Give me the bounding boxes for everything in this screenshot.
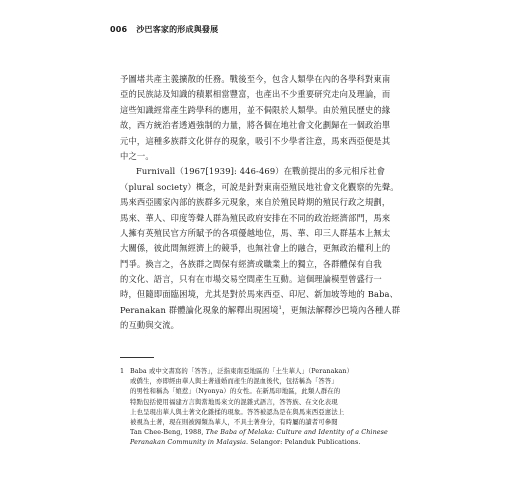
footnote-text: Baba 或中文書寫的「答答」，泛指東南亞地區的「土生華人」（Peranakan） — [130, 367, 354, 375]
body-line: 人擁有英殖民官方所賦予的各項優越地位，馬、華、印三人群基本上無太 — [120, 227, 391, 238]
citation-author: Tan Chee-Beng, 1988, — [130, 428, 206, 437]
body-text-segment: ，更無法解釋沙巴境內各種人群 — [281, 304, 401, 315]
citation-title: The Baba of Melaka: Culture and Identity of a Chinese — [205, 428, 388, 437]
footnote-citation — [120, 427, 420, 437]
body-line: 中之一。 — [120, 150, 154, 161]
footnote-line: 上也呈現出華人與土著文化雜揉的現象。答答被認為是在與馬來西亞憲法上 — [130, 407, 345, 416]
footnote-line: 特點包括使用福建方言與當地馬來文的混雜式語言，答答族、在文化表現 — [130, 397, 338, 406]
body-line: 大關係，彼此間無經濟上的競爭，也無社會上的融合，更無政治權利上的 — [120, 243, 391, 254]
footnote-citation — [120, 437, 420, 447]
body-line: 亞的民族誌及知識的積累相當豐富，也產出不少重要研究走向及理論，而 — [120, 89, 391, 100]
footnote-divider — [120, 357, 154, 358]
footnote-number: 1 — [120, 367, 125, 375]
body-line: 的文化、語言，只有在市場交易空間產生互動。這個理論模型曾盛行一 — [120, 274, 382, 285]
footnote — [120, 366, 420, 448]
body-line: 馬來、華人、印度等聲人群為殖民政府安排在不同的政治經濟部門，馬來 — [120, 212, 391, 223]
citation-title-cont: Peranakan Community in Malaysia — [130, 438, 246, 447]
running-title: 沙巴客家的形成與發展 — [136, 25, 219, 34]
footnote-line: 被視為土著，現在則被歸類為華人，不具土著身分，有時屬的讀者可參閱 — [130, 417, 338, 426]
body-line: 故，西方統治者透過強制的力量，將各個在地社會文化劃歸在一個政治單 — [120, 120, 391, 131]
footnote-line: 或僑生，亦即經由華人與土著通婚而產生的混血後代，包括稱為「答答」 — [130, 377, 338, 386]
body-line: （plural society）概念，可說是針對東南亞殖民地社會文化觀察的先聲。 — [120, 181, 399, 192]
body-text — [120, 72, 420, 334]
body-line: 元中，這種多族群文化併存的現象，吸引不少學者注意，馬來西亞便是其 — [120, 135, 391, 146]
body-text-segment: Peranakan 群體論化現象的解釋出現困境 — [120, 304, 279, 315]
page-number: 006 — [110, 25, 128, 34]
paragraph-first-line: Furnivall（1967[1939]: 446-469）在戰前提出的多元相斥社會 — [136, 166, 386, 177]
body-line: 這些知識經常產生跨學科的應用，並不侷限於人類學。由於殖民歷史的緣 — [120, 104, 391, 115]
body-line-with-footnote-ref — [120, 303, 420, 318]
body-line: 予圖堵共產主義擴散的任務。戰後至今，包含人類學在內的各學科對東南 — [120, 74, 391, 84]
footnote-line — [120, 366, 420, 376]
citation-publisher: . Selangor: Pelanduk Publications. — [246, 438, 361, 447]
body-line: 的互動與交流。 — [120, 320, 180, 331]
footnote-line: 的男性和稱為「娘惹」（Nyonya）的女性。在新馬印地區，此類人群在的 — [130, 387, 341, 396]
footnote-ref[interactable]: 1 — [278, 305, 282, 312]
body-line: 馬來西亞國家內部的族群多元現象，來自於殖民時期的殖民行政之規劃， — [120, 197, 391, 208]
running-head — [110, 24, 218, 35]
body-line: 鬥爭。換言之，各族群之間保有經濟或職業上的獨立，各群體保有自我 — [120, 258, 382, 269]
body-line: 時，但隨即面臨困境，尤其是對於馬來西亞、印尼、新加坡等地的 Baba、 — [120, 289, 399, 300]
